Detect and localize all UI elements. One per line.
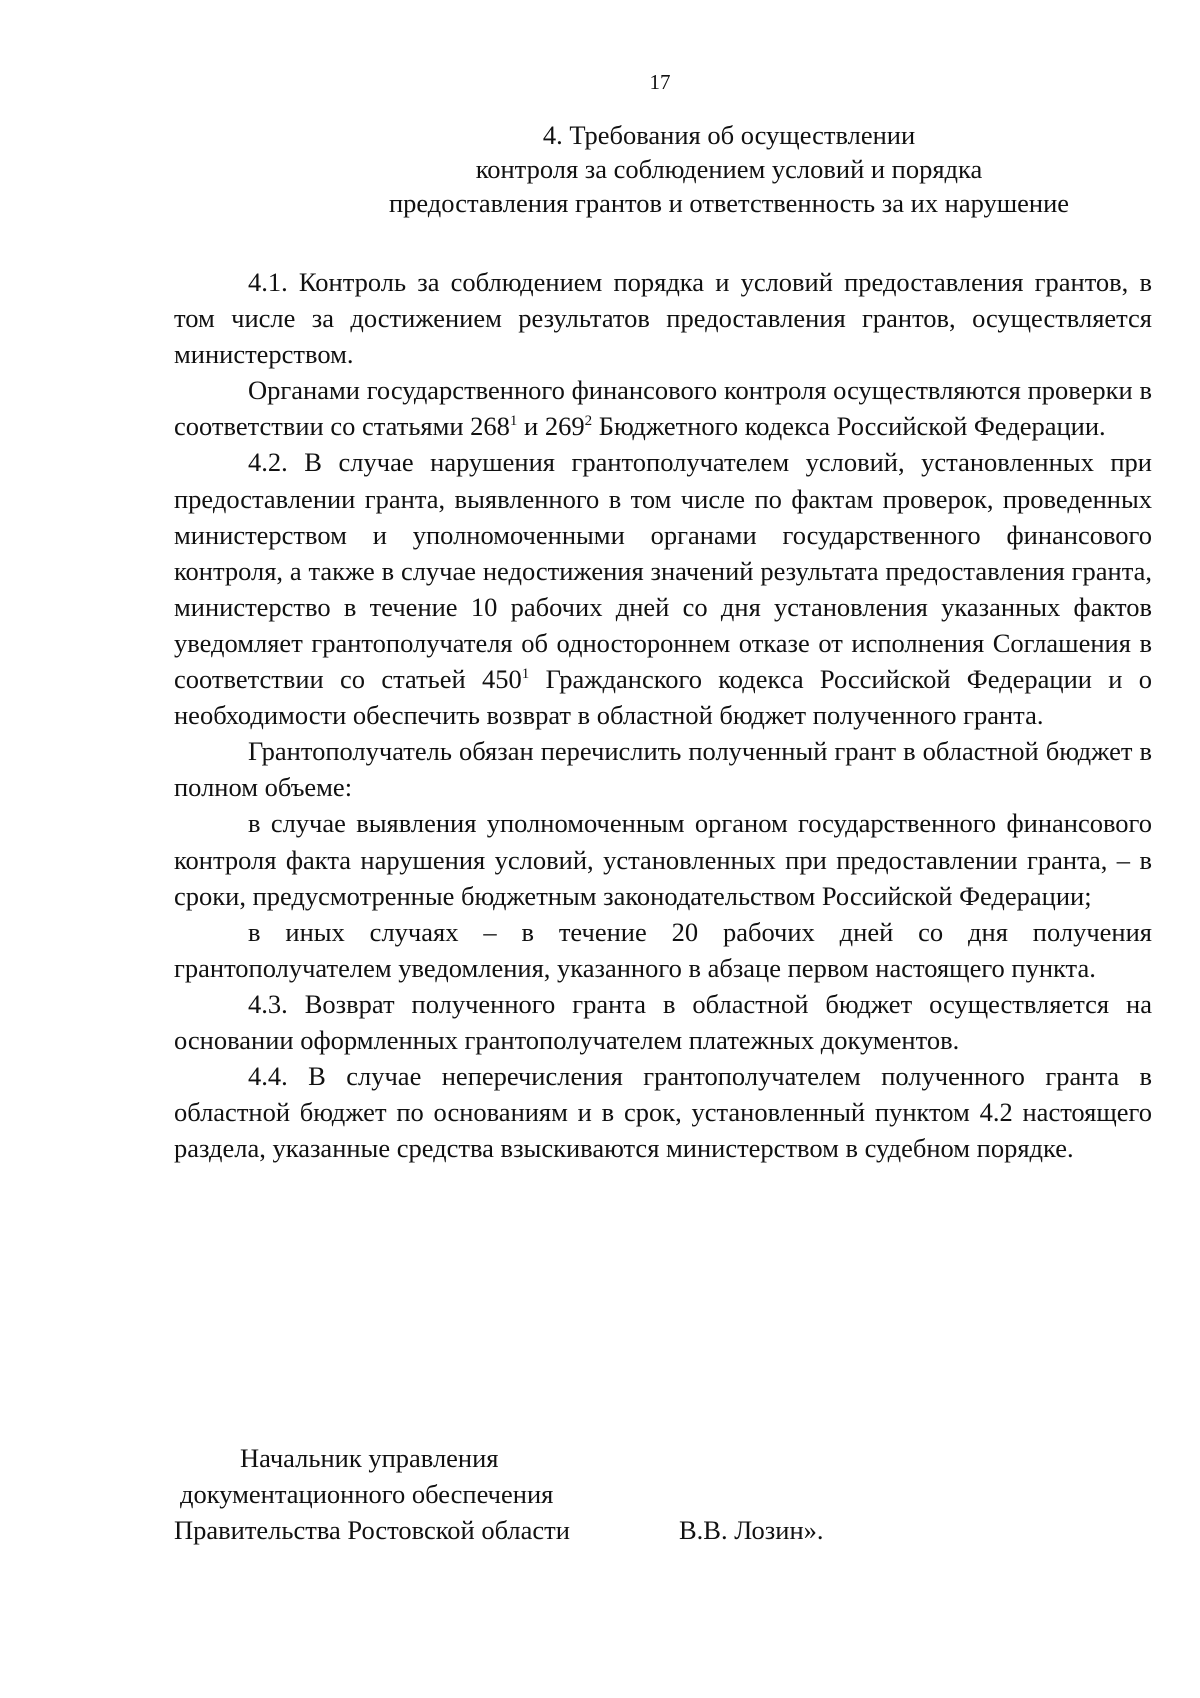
paragraph-case-other: в иных случаях – в течение 20 рабочих дней со дня получения грантополучателем уведомления, указанного в абзаце первом настоящего пункта. — [174, 916, 1152, 983]
superscript: 2 — [584, 413, 593, 430]
paragraph-4-3: 4.3. Возврат полученного гранта в областной бюджет осуществляется на основании оформленных грантополучателем платежных документов. — [174, 988, 1152, 1055]
paragraph-obligation: Грантополучатель обязан перечислить полученный грант в областной бюджет в полном объеме: — [174, 736, 1152, 803]
superscript: 1 — [521, 666, 530, 683]
signature-row-2 — [174, 1476, 1074, 1512]
paragraph-text: и 269 — [517, 411, 585, 442]
paragraph-4-1: 4.1. Контроль за соблюдением порядка и условий предоставления грантов, в том числе за достижением результатов предоставления грантов, осуществляется министерством. — [174, 267, 1152, 370]
paragraph-text: Гражданского кодекса Российской Федерации и о необходимости обеспечить возврат в областной бюджет полученного гранта. — [174, 664, 1152, 731]
paragraph-text: 4.2. В случае нарушения грантополучателем условий, установленных при предоставлении гранта, выявленного в том числе по фактам проверок, проведенных министерством и уполномоченными органами государственного финансового контроля, а также в случае недостижения значений результата предоставления гранта, министерство в течение 10 рабочих дней со дня установления указанных фактов уведомляет грантополучателя об одностороннем отказе от исполнения Соглашения в соответствии со статьей 450 — [174, 447, 1152, 695]
paragraph-text: Бюджетного кодекса Российской Федерации. — [592, 411, 1106, 442]
signature-title-line-3: Правительства Ростовской области — [174, 1515, 570, 1545]
signature-title-line-1: Начальник управления — [240, 1443, 499, 1473]
paragraph-4-2 — [174, 444, 1152, 733]
signature-title-line-2: документационного обеспечения — [180, 1479, 554, 1509]
heading-line-1: 4. Требования об осуществлении — [542, 120, 916, 150]
paragraph-control-bodies — [174, 372, 1152, 444]
section-heading — [174, 118, 1200, 220]
signatory-name: В.В. Лозин». — [679, 1515, 824, 1545]
paragraph-text: Органами государственного финансового контроля осуществляются проверки в соответствии со статьями 268 — [174, 375, 1152, 442]
signature-block — [174, 1440, 1074, 1548]
signature-row-1 — [174, 1440, 1074, 1476]
superscript: 1 — [509, 413, 518, 430]
paragraph-4-4: 4.4. В случае неперечисления грантополучателем полученного гранта в областной бюджет по основаниям и в срок, установленный пунктом 4.2 настоящего раздела, указанные средства взыскиваются министерством в судебном порядке. — [174, 1061, 1152, 1164]
page-number: 17 — [649, 70, 671, 94]
signature-row-3 — [174, 1512, 1074, 1548]
document-body — [174, 264, 1152, 1166]
paragraph-case-control: в случае выявления уполномоченным органом государственного финансового контроля факта нарушения условий, установленных при предоставлении гранта, – в сроки, предусмотренные бюджетным законодательством Российской Федерации; — [174, 808, 1152, 911]
heading-line-3: предоставления грантов и ответственность за их нарушение — [388, 188, 1070, 218]
heading-line-2: контроля за соблюдением условий и порядка — [475, 154, 983, 184]
